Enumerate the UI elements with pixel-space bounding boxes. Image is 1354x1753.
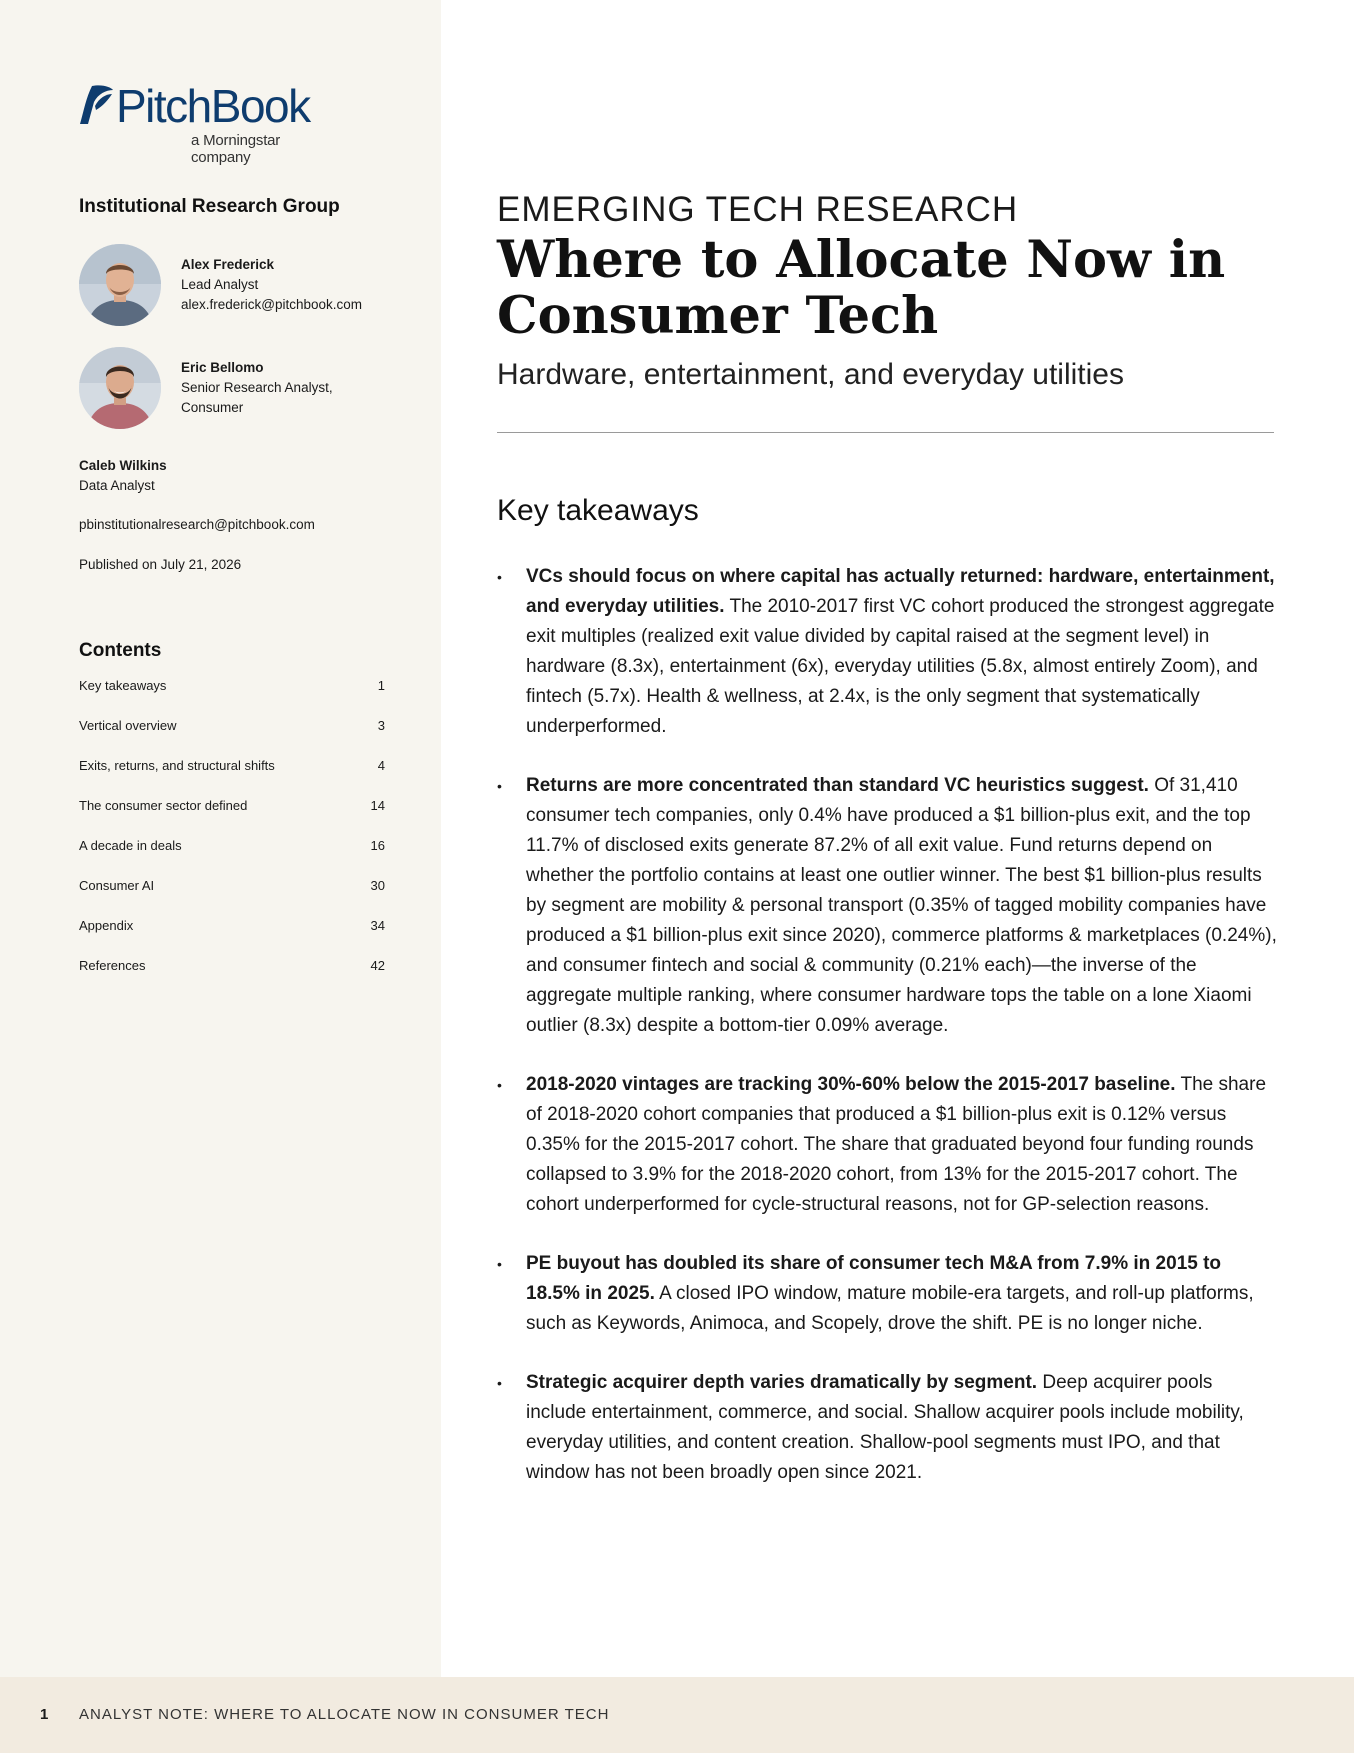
- page-subtitle: Hardware, entertainment, and everyday utilities: [497, 358, 1124, 391]
- page-title-line2: Consumer Tech: [497, 286, 939, 346]
- takeaway-body: Of 31,410 consumer tech companies, only 0.4% have produced a $1 billion-plus exit, and the top 11.7% of disclosed exits generate 87.2% of all exit value. Fund returns depend on whether the portfolio contains at least one outlier winner. The best $1 billion-plus results by segment are mobility & personal transport (0.35% of tagged mobility companies have produced a $1 billion-plus exit since 2020), commerce platforms & marketplaces (0.24%), and consumer fintech and social & community (0.21% each)—the inverse of the aggregate multiple ranking, where consumer hardware tops the table on a lone Xiaomi outlier (8.3x) despite a bottom-tier 0.09% average.: [526, 775, 1277, 1036]
- toc-item[interactable]: [79, 678, 385, 718]
- toc-item-page: 42: [370, 958, 385, 973]
- takeaway-lead: 2018-2020 vintages are tracking 30%-60% below the 2015-2017 baseline.: [526, 1074, 1176, 1095]
- toc-item[interactable]: [79, 878, 385, 918]
- toc-item-page: 30: [370, 878, 385, 893]
- takeaway-lead: PE buyout has doubled its share of consumer tech M&A from 7.9% in 2015 to 18.5% in 2025.: [526, 1253, 1222, 1304]
- toc-item-page: 3: [377, 718, 385, 733]
- takeaway-item: [497, 1368, 1277, 1488]
- toc-item-title: A decade in deals: [79, 838, 182, 853]
- key-takeaways-list: [497, 562, 1277, 1517]
- toc-item-title: Exits, returns, and structural shifts: [79, 758, 275, 773]
- analyst-role: Data Analyst: [79, 478, 155, 493]
- logo-wordmark: PitchBook: [116, 80, 310, 132]
- toc-item-page: 14: [370, 798, 385, 813]
- toc-item-page: 34: [370, 918, 385, 933]
- page-title: [497, 232, 1297, 344]
- author-name: Alex Frederick: [181, 257, 275, 272]
- running-footer-title: ANALYST NOTE: WHERE TO ALLOCATE NOW IN CONSUMER TECH: [79, 1706, 610, 1723]
- avatar-eric-bellomo: [79, 347, 161, 429]
- author-role-line2: Consumer: [181, 400, 244, 415]
- avatar-alex-frederick: [79, 244, 161, 326]
- takeaway-body: The share of 2018-2020 cohort companies that produced a $1 billion-plus exit is 0.12% versus 0.35% for the 2015-2017 cohort. The share that graduated beyond four funding rounds collapsed to 3.9% for the 2018-2020 cohort, from 13% for the 2015-2017 cohort. The cohort underperformed for cycle-structural reasons, not for GP-selection reasons.: [526, 1074, 1267, 1215]
- pitchbook-logo-icon: [78, 84, 114, 126]
- toc-item-title: Vertical overview: [79, 718, 177, 733]
- takeaway-lead: Returns are more concentrated than standard VC heuristics suggest.: [526, 775, 1149, 796]
- toc-item[interactable]: [79, 718, 385, 758]
- toc-item-title: Key takeaways: [79, 678, 167, 693]
- analyst-name: Caleb Wilkins: [79, 458, 167, 473]
- toc-item-page: 1: [377, 678, 385, 693]
- table-of-contents: [79, 678, 385, 998]
- toc-item-title: Appendix: [79, 918, 134, 933]
- author-email[interactable]: alex.frederick@pitchbook.com: [181, 297, 363, 312]
- pitchbook-logo: [78, 80, 338, 166]
- toc-item-page: 4: [377, 758, 385, 773]
- takeaway-body: The 2010-2017 first VC cohort produced the strongest aggregate exit multiples (realized exit value divided by capital raised at the segment level) in hardware (8.3x), entertainment (6x), everyday utilities (5.8x, almost entirely Zoom), and fintech (5.7x). Health & wellness, at 2.4x, is the only segment that systematically underperformed.: [526, 596, 1275, 737]
- toc-item-title: The consumer sector defined: [79, 798, 248, 813]
- author-name: Eric Bellomo: [181, 360, 264, 375]
- contact-email[interactable]: pbinstitutionalresearch@pitchbook.com: [79, 517, 315, 532]
- toc-item-title: References: [79, 958, 146, 973]
- logo-tagline: a Morningstar company: [191, 132, 281, 166]
- report-kicker: EMERGING TECH RESEARCH: [497, 190, 1019, 229]
- toc-item-page: 16: [370, 838, 385, 853]
- author-alex-frederick: [181, 255, 362, 315]
- research-group-title: Institutional Research Group: [79, 196, 340, 217]
- page-number: 1: [40, 1706, 49, 1723]
- key-takeaways-heading: Key takeaways: [497, 494, 699, 527]
- takeaway-item: [497, 1249, 1277, 1339]
- author-eric-bellomo: [181, 358, 333, 418]
- takeaway-lead: Strategic acquirer depth varies dramatically by segment.: [526, 1372, 1038, 1393]
- takeaway-lead: VCs should focus on where capital has actually returned: hardware, entertainment, and everyday utilities.: [526, 566, 1275, 617]
- author-role: Lead Analyst: [181, 277, 259, 292]
- toc-item[interactable]: [79, 918, 385, 958]
- takeaway-item: [497, 771, 1277, 1041]
- takeaway-body: Deep acquirer pools include entertainment, commerce, and social. Shallow acquirer pools include mobility, everyday utilities, and content creation. Shallow-pool segments must IPO, and that window has not been broadly open since 2021.: [526, 1372, 1244, 1483]
- page-title-line1: Where to Allocate Now in: [497, 230, 1226, 290]
- contents-title: Contents: [79, 640, 162, 661]
- takeaway-body: A closed IPO window, mature mobile-era targets, and roll-up platforms, such as Keywords, Animoca, and Scopely, drove the shift. PE is no longer niche.: [526, 1283, 1254, 1334]
- toc-item-title: Consumer AI: [79, 878, 155, 893]
- takeaway-item: [497, 1070, 1277, 1220]
- toc-item[interactable]: [79, 758, 385, 798]
- author-role: Senior Research Analyst,: [181, 380, 333, 395]
- title-divider: [497, 432, 1274, 433]
- published-date: Published on July 21, 2026: [79, 557, 242, 572]
- takeaway-item: [497, 562, 1277, 742]
- data-analyst: [79, 456, 167, 496]
- toc-item[interactable]: [79, 838, 385, 878]
- toc-item[interactable]: [79, 798, 385, 838]
- toc-item[interactable]: [79, 958, 385, 998]
